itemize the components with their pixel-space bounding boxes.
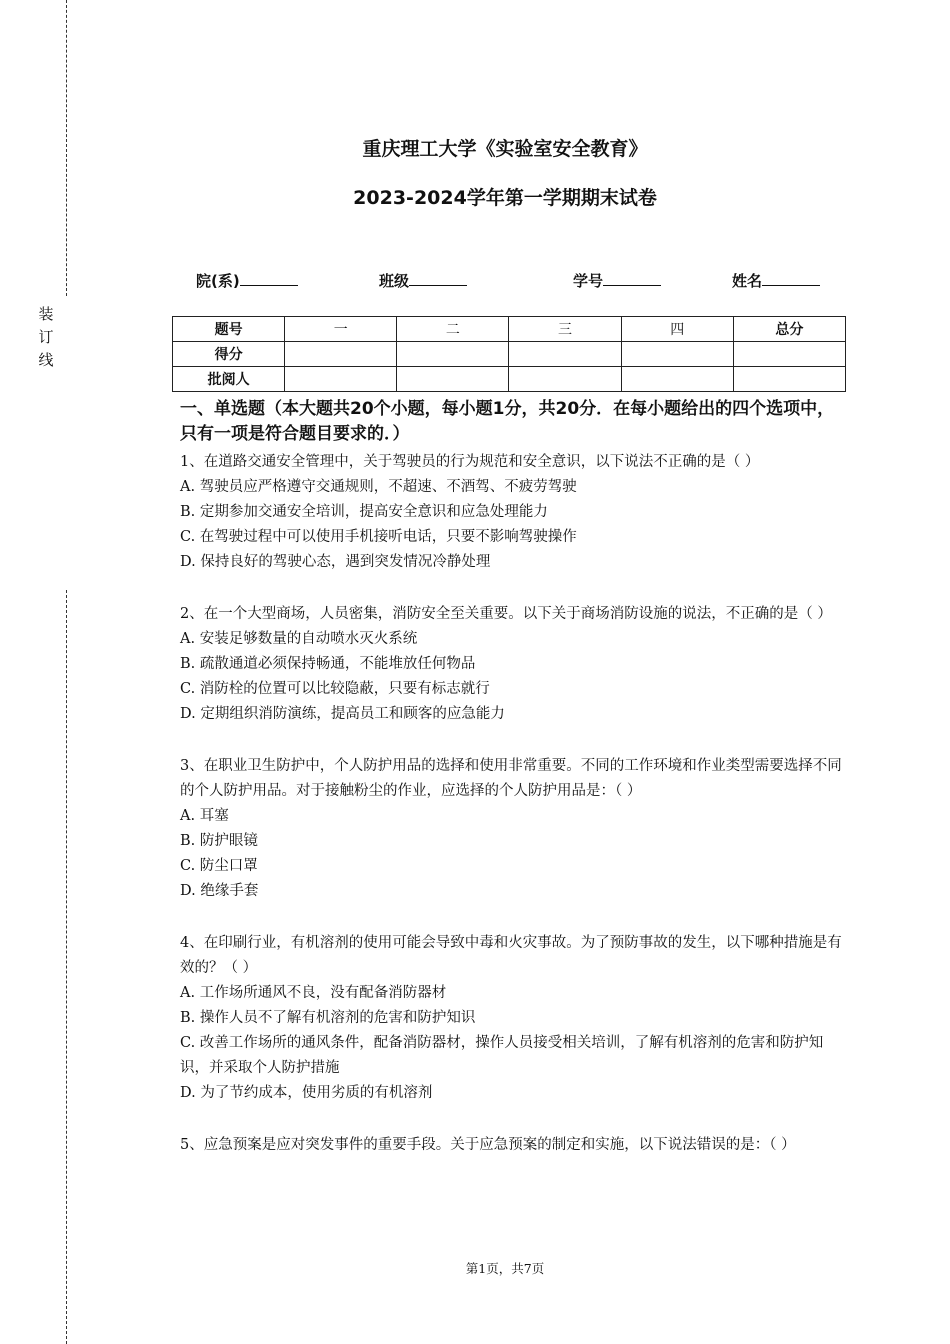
info-student-id-label: 学号 [573, 272, 604, 290]
question-option: A. 工作场所通风不良，没有配备消防器材 [180, 985, 447, 1001]
info-student-id-blank[interactable] [603, 273, 661, 286]
info-dept [196, 270, 298, 291]
score-cell[interactable] [621, 342, 733, 367]
score-cell[interactable] [509, 342, 621, 367]
score-header-cell: 四 [621, 317, 733, 342]
exam-title-school: 重庆理工大学《实验室安全教育》 [362, 138, 648, 160]
info-name-blank[interactable] [762, 273, 820, 286]
score-header-cell: 题号 [173, 317, 285, 342]
score-cell[interactable] [397, 342, 509, 367]
score-header-cell: 一 [285, 317, 397, 342]
binding-line-bottom [66, 590, 67, 1344]
info-class-blank[interactable] [409, 273, 467, 286]
question-option: A. 安装足够数量的自动喷水灭火系统 [180, 631, 418, 647]
score-table-header-row [173, 317, 846, 342]
score-cell[interactable] [733, 342, 845, 367]
question-option: C. 在驾驶过程中可以使用手机接听电话，只要不影响驾驶操作 [180, 529, 577, 545]
score-row-label: 得分 [173, 342, 285, 367]
score-header-cell: 二 [397, 317, 509, 342]
score-cell[interactable] [285, 367, 397, 392]
question-4 [180, 931, 850, 1106]
question-stem: 4、在印刷行业，有机溶剂的使用可能会导致中毒和火灾事故。为了预防事故的发生，以下哪种措施是有效的？（ ） [180, 935, 842, 976]
question-stem: 5、应急预案是应对突发事件的重要手段。关于应急预案的制定和实施，以下说法错误的是：（ ） [180, 1137, 796, 1153]
question-5 [180, 1133, 850, 1158]
exam-content [180, 397, 850, 1158]
question-option: C. 改善工作场所的通风条件，配备消防器材，操作人员接受相关培训，了解有机溶剂的危害和防护知识，并采取个人防护措施 [180, 1035, 824, 1076]
score-row-points [173, 342, 846, 367]
question-2 [180, 602, 850, 727]
question-option: B. 操作人员不了解有机溶剂的危害和防护知识 [180, 1010, 476, 1026]
question-option: C. 消防栓的位置可以比较隐蔽，只要有标志就行 [180, 681, 490, 697]
question-option: B. 定期参加交通安全培训，提高安全意识和应急处理能力 [180, 504, 548, 520]
question-stem: 3、在职业卫生防护中，个人防护用品的选择和使用非常重要。不同的工作环境和作业类型需要选择不同的个人防护用品。对于接触粉尘的作业，应选择的个人防护用品是：（ ） [180, 758, 842, 799]
exam-title-term: 2023-2024学年第一学期期末试卷 [353, 187, 657, 209]
score-header-cell: 三 [509, 317, 621, 342]
question-option: D. 定期组织消防演练，提高员工和顾客的应急能力 [180, 706, 505, 722]
info-dept-blank[interactable] [240, 273, 298, 286]
info-dept-label: 院(系) [196, 272, 240, 290]
info-name-label: 姓名 [732, 272, 763, 290]
question-option: D. 保持良好的驾驶心态，遇到突发情况冷静处理 [180, 554, 491, 570]
info-class [379, 270, 467, 291]
question-option: C. 防尘口罩 [180, 858, 258, 874]
score-cell[interactable] [509, 367, 621, 392]
question-option: B. 防护眼镜 [180, 833, 258, 849]
question-option: A. 驾驶员应严格遵守交通规则，不超速、不酒驾、不疲劳驾驶 [180, 479, 577, 495]
score-cell[interactable] [733, 367, 845, 392]
score-cell[interactable] [621, 367, 733, 392]
page-footer: 第1页，共7页 [465, 1261, 545, 1276]
question-3 [180, 754, 850, 904]
score-cell[interactable] [285, 342, 397, 367]
score-header-cell: 总分 [733, 317, 845, 342]
question-option: B. 疏散通道必须保持畅通，不能堆放任何物品 [180, 656, 476, 672]
info-class-label: 班级 [379, 272, 410, 290]
question-option: D. 为了节约成本，使用劣质的有机溶剂 [180, 1085, 433, 1101]
info-name [732, 270, 820, 291]
info-student-id [573, 270, 661, 291]
question-option: D. 绝缘手套 [180, 883, 259, 899]
binding-label: 装订线 [38, 305, 54, 369]
question-1 [180, 450, 850, 575]
score-cell[interactable] [397, 367, 509, 392]
score-table [172, 316, 846, 392]
section-heading: 一、单选题（本大题共20个小题，每小题1分，共20分．在每小题给出的四个选项中，只有一项是符合题目要求的．） [180, 399, 835, 444]
question-stem: 2、在一个大型商场，人员密集，消防安全至关重要。以下关于商场消防设施的说法，不正确的是（ ） [180, 606, 832, 622]
question-option: A. 耳塞 [180, 808, 229, 824]
score-row-grader [173, 367, 846, 392]
question-stem: 1、在道路交通安全管理中，关于驾驶员的行为规范和安全意识，以下说法不正确的是（ ） [180, 454, 760, 470]
score-row-label: 批阅人 [173, 367, 285, 392]
